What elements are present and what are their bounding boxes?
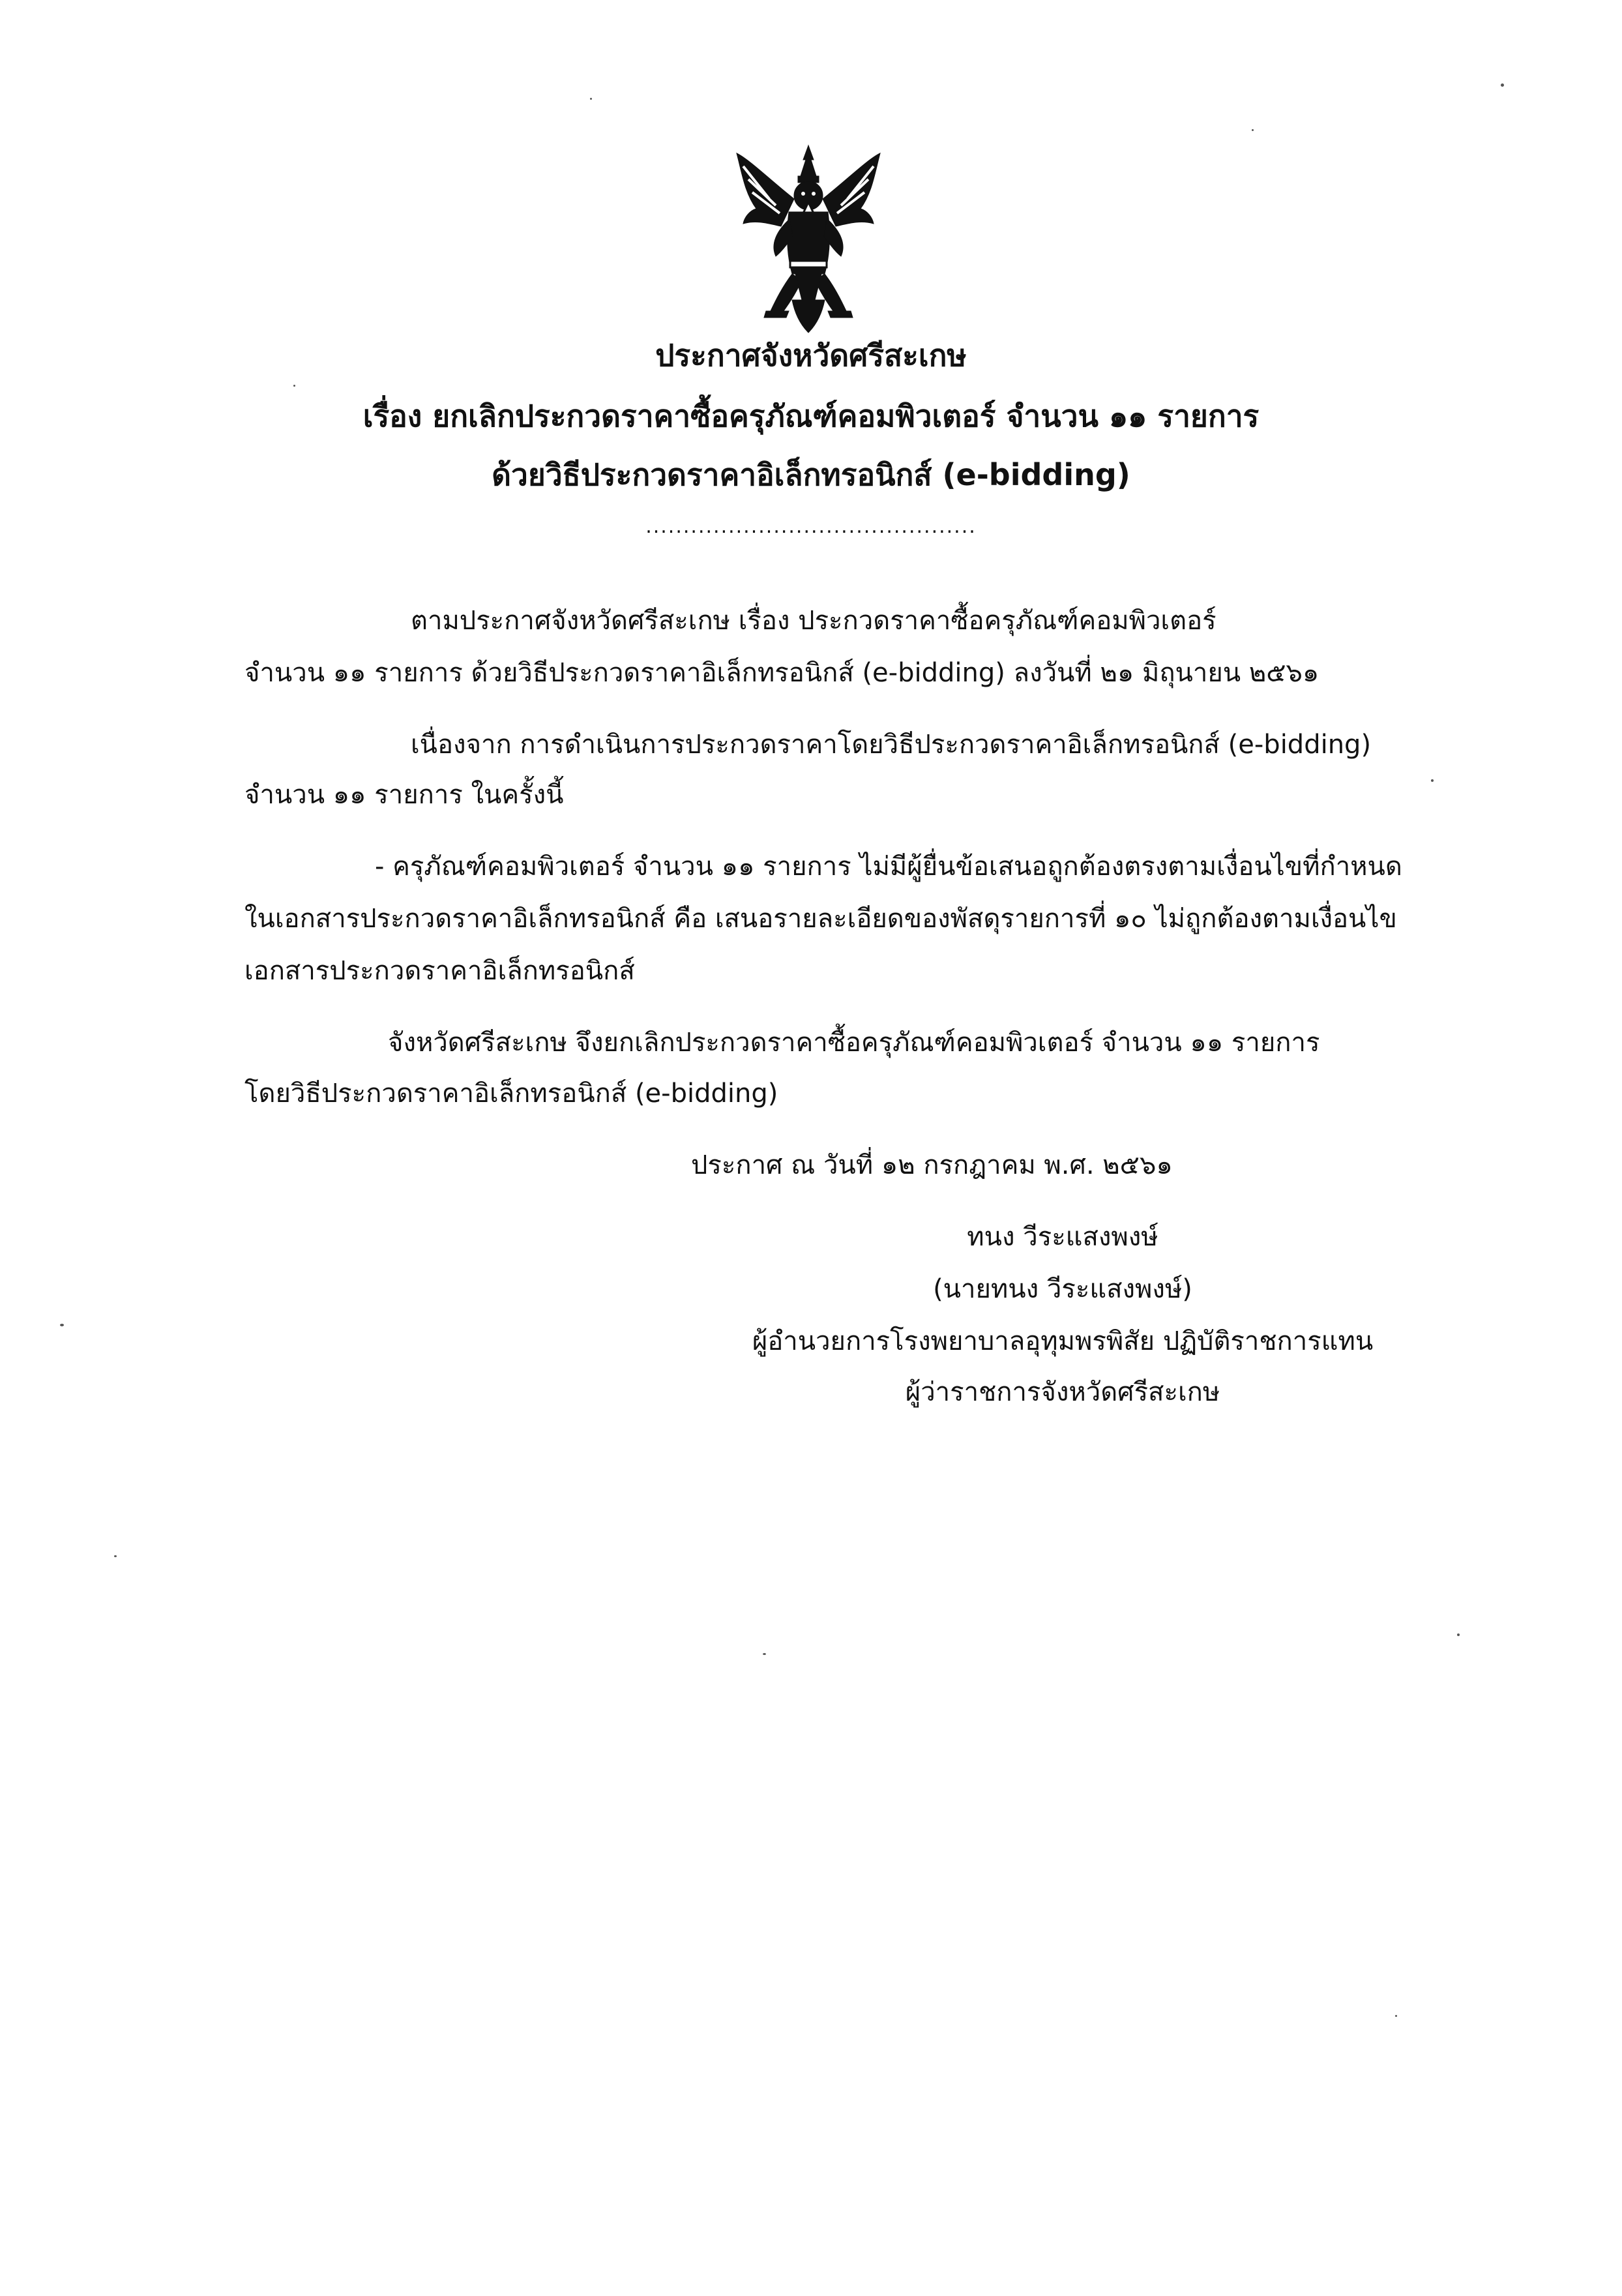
scan-speck	[1457, 1633, 1460, 1636]
paragraph-2-line-2: จำนวน ๑๑ รายการ ในครั้งนี้	[244, 780, 564, 810]
paragraph-3-line-3: เอกสารประกวดราคาอิเล็กทรอนิกส์	[244, 956, 635, 986]
signature-name: ทนง วีระแสงพงษ์	[967, 1222, 1158, 1252]
garuda-emblem-icon	[730, 140, 887, 336]
paragraph-4-line-2: โดยวิธีประกวดราคาอิเล็กทรอนิกส์ (e-bidding)	[244, 1079, 778, 1109]
subject-line-1: เรื่อง ยกเลิกประกวดราคาซื้อครุภัณฑ์คอมพิวเตอร์ จำนวน ๑๑ รายการ	[362, 398, 1260, 434]
paragraph-3-line-1: - ครุภัณฑ์คอมพิวเตอร์ จำนวน ๑๑ รายการ ไม่มีผู้ยื่นข้อเสนอถูกต้องตรงตามเงื่อนไขที่กำหนด	[375, 852, 1402, 882]
announcement-date: ประกาศ ณ วันที่ ๑๒ กรกฎาคม พ.ศ. ๒๕๖๑	[691, 1150, 1173, 1180]
signature-position-2: ผู้ว่าราชการจังหวัดศรีสะเกษ	[905, 1377, 1220, 1407]
separator-dots: ............................................	[645, 515, 977, 538]
signature-position-1: ผู้อำนวยการโรงพยาบาลอุทุมพรพิสัย ปฏิบัติราชการแทน	[752, 1326, 1374, 1356]
paragraph-1-line-1: ตามประกาศจังหวัดศรีสะเกษ เรื่อง ประกวดราคาซื้อครุภัณฑ์คอมพิวเตอร์	[411, 606, 1216, 636]
scan-speck	[1395, 2015, 1397, 2017]
scan-speck	[1501, 83, 1504, 87]
scan-speck	[590, 98, 592, 100]
paragraph-4-line-1: จังหวัดศรีสะเกษ จึงยกเลิกประกวดราคาซื้อครุภัณฑ์คอมพิวเตอร์ จำนวน ๑๑ รายการ	[388, 1028, 1320, 1058]
signature-full-name: (นายทนง วีระแสงพงษ์)	[933, 1274, 1192, 1304]
scan-speck	[1431, 779, 1434, 782]
announcement-title: ประกาศจังหวัดศรีสะเกษ	[655, 338, 967, 373]
paragraph-1-line-2: จำนวน ๑๑ รายการ ด้วยวิธีประกวดราคาอิเล็กทรอนิกส์ (e-bidding) ลงวันที่ ๒๑ มิถุนายน ๒๕๖๑	[244, 658, 1320, 688]
scan-speck	[114, 1555, 117, 1557]
scan-speck	[1252, 129, 1254, 131]
paragraph-2-line-1: เนื่องจาก การดำเนินการประกวดราคาโดยวิธีประกวดราคาอิเล็กทรอนิกส์ (e-bidding)	[411, 730, 1372, 760]
subject-line-2: ด้วยวิธีประกวดราคาอิเล็กทรอนิกส์ (e-bidding)	[492, 457, 1130, 492]
scan-speck	[293, 385, 295, 387]
paragraph-3-line-2: ในเอกสารประกวดราคาอิเล็กทรอนิกส์ คือ เสนอรายละเอียดของพัสดุรายการที่ ๑๐ ไม่ถูกต้องตามเงื่อนไข	[244, 904, 1397, 934]
scan-speck	[763, 1653, 766, 1655]
scan-speck	[60, 1324, 64, 1326]
